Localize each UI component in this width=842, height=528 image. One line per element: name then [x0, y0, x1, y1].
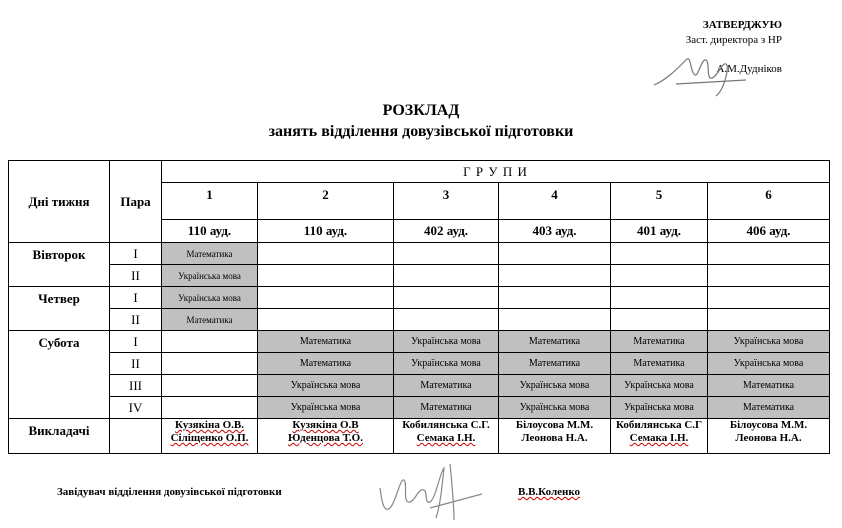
subject-cell: Математика: [162, 309, 258, 331]
subject-cell: Математика: [394, 397, 499, 419]
teacher-name: Юденцова Т.О.: [288, 432, 363, 444]
para-cell: III: [110, 375, 162, 397]
teacher-name: Сіліщенко О.П.: [170, 432, 249, 444]
subject-cell: Українська мова: [708, 353, 830, 375]
subject-cell: Математика: [499, 353, 611, 375]
approval-block: [686, 18, 782, 77]
para-cell: IV: [110, 397, 162, 419]
para-header: Пара: [110, 161, 162, 243]
teacher-cell-5: [611, 419, 708, 454]
approval-name: А.М.Дудніков: [716, 63, 782, 75]
subject-cell: Українська мова: [394, 331, 499, 353]
room-5: 401 ауд.: [611, 220, 708, 243]
teacher-name: Кузякіна О.В.: [175, 419, 244, 431]
subject-cell: Математика: [258, 353, 394, 375]
groups-header: Г Р У П И: [162, 161, 830, 183]
document-title: РОЗКЛАД: [382, 102, 460, 119]
subject-cell: Українська мова: [499, 397, 611, 419]
day-tuesday: Вівторок: [9, 243, 110, 287]
subject-cell: Математика: [708, 397, 830, 419]
subject-cell: Математика: [499, 331, 611, 353]
subject-cell: Українська мова: [258, 375, 394, 397]
para-cell: I: [110, 287, 162, 309]
teacher-name: Семака І.Н.: [629, 432, 689, 444]
teacher-cell-1: [162, 419, 258, 454]
group-6: 6: [708, 183, 830, 220]
subject-cell: Математика: [162, 243, 258, 265]
group-3: 3: [394, 183, 499, 220]
teacher-name: Семака І.Н.: [416, 432, 476, 444]
para-cell: II: [110, 309, 162, 331]
subject-cell: Українська мова: [708, 331, 830, 353]
teacher-name: Кобилянська С.Г.: [402, 419, 490, 431]
group-4: 4: [499, 183, 611, 220]
para-cell: II: [110, 353, 162, 375]
para-cell: I: [110, 331, 162, 353]
subject-cell: Математика: [394, 375, 499, 397]
subject-cell: Математика: [611, 353, 708, 375]
subject-cell: Українська мова: [394, 353, 499, 375]
room-4: 403 ауд.: [499, 220, 611, 243]
teacher-name: Кобилянська С.Г: [615, 419, 703, 431]
para-cell: II: [110, 265, 162, 287]
subject-cell: Українська мова: [258, 397, 394, 419]
approval-signature: [646, 40, 756, 100]
room-6: 406 ауд.: [708, 220, 830, 243]
room-1: 110 ауд.: [162, 220, 258, 243]
day-saturday: Субота: [9, 331, 110, 419]
group-2: 2: [258, 183, 394, 220]
group-5: 5: [611, 183, 708, 220]
footer-name: В.В.Коленко: [518, 486, 581, 498]
subject-cell: Українська мова: [162, 265, 258, 287]
footer-position: Завідувач відділення довузівської підготовки: [57, 486, 282, 498]
teacher-name: Леонова Н.А.: [735, 432, 802, 444]
subject-cell: Українська мова: [611, 397, 708, 419]
day-thursday: Четвер: [9, 287, 110, 331]
approval-title: ЗАТВЕРДЖУЮ: [702, 19, 782, 31]
teacher-name: Кузякіна О.В: [292, 419, 359, 431]
teacher-cell-4: [499, 419, 611, 454]
approval-position: Заст. директора з НР: [685, 34, 782, 46]
days-header: Дні тижня: [9, 161, 110, 243]
subject-cell: Математика: [258, 331, 394, 353]
group-1: 1: [162, 183, 258, 220]
para-cell: I: [110, 243, 162, 265]
room-3: 402 ауд.: [394, 220, 499, 243]
subject-cell: Українська мова: [499, 375, 611, 397]
subject-cell: Українська мова: [162, 287, 258, 309]
document-subtitle: занять відділення довузівської підготовки: [268, 123, 574, 140]
teacher-name: Білоусова М.М.: [515, 419, 594, 431]
teachers-label: Викладачі: [9, 419, 110, 454]
teacher-cell-6: [708, 419, 830, 454]
teacher-name: Леонова Н.А.: [521, 432, 588, 444]
schedule-table: [8, 160, 830, 454]
teacher-cell-3: [394, 419, 499, 454]
subject-cell: Математика: [708, 375, 830, 397]
footer-signature: [370, 458, 490, 524]
subject-cell: Математика: [611, 331, 708, 353]
teacher-name: Білоусова М.М.: [729, 419, 808, 431]
teacher-cell-2: [258, 419, 394, 454]
subject-cell: Українська мова: [611, 375, 708, 397]
room-2: 110 ауд.: [258, 220, 394, 243]
